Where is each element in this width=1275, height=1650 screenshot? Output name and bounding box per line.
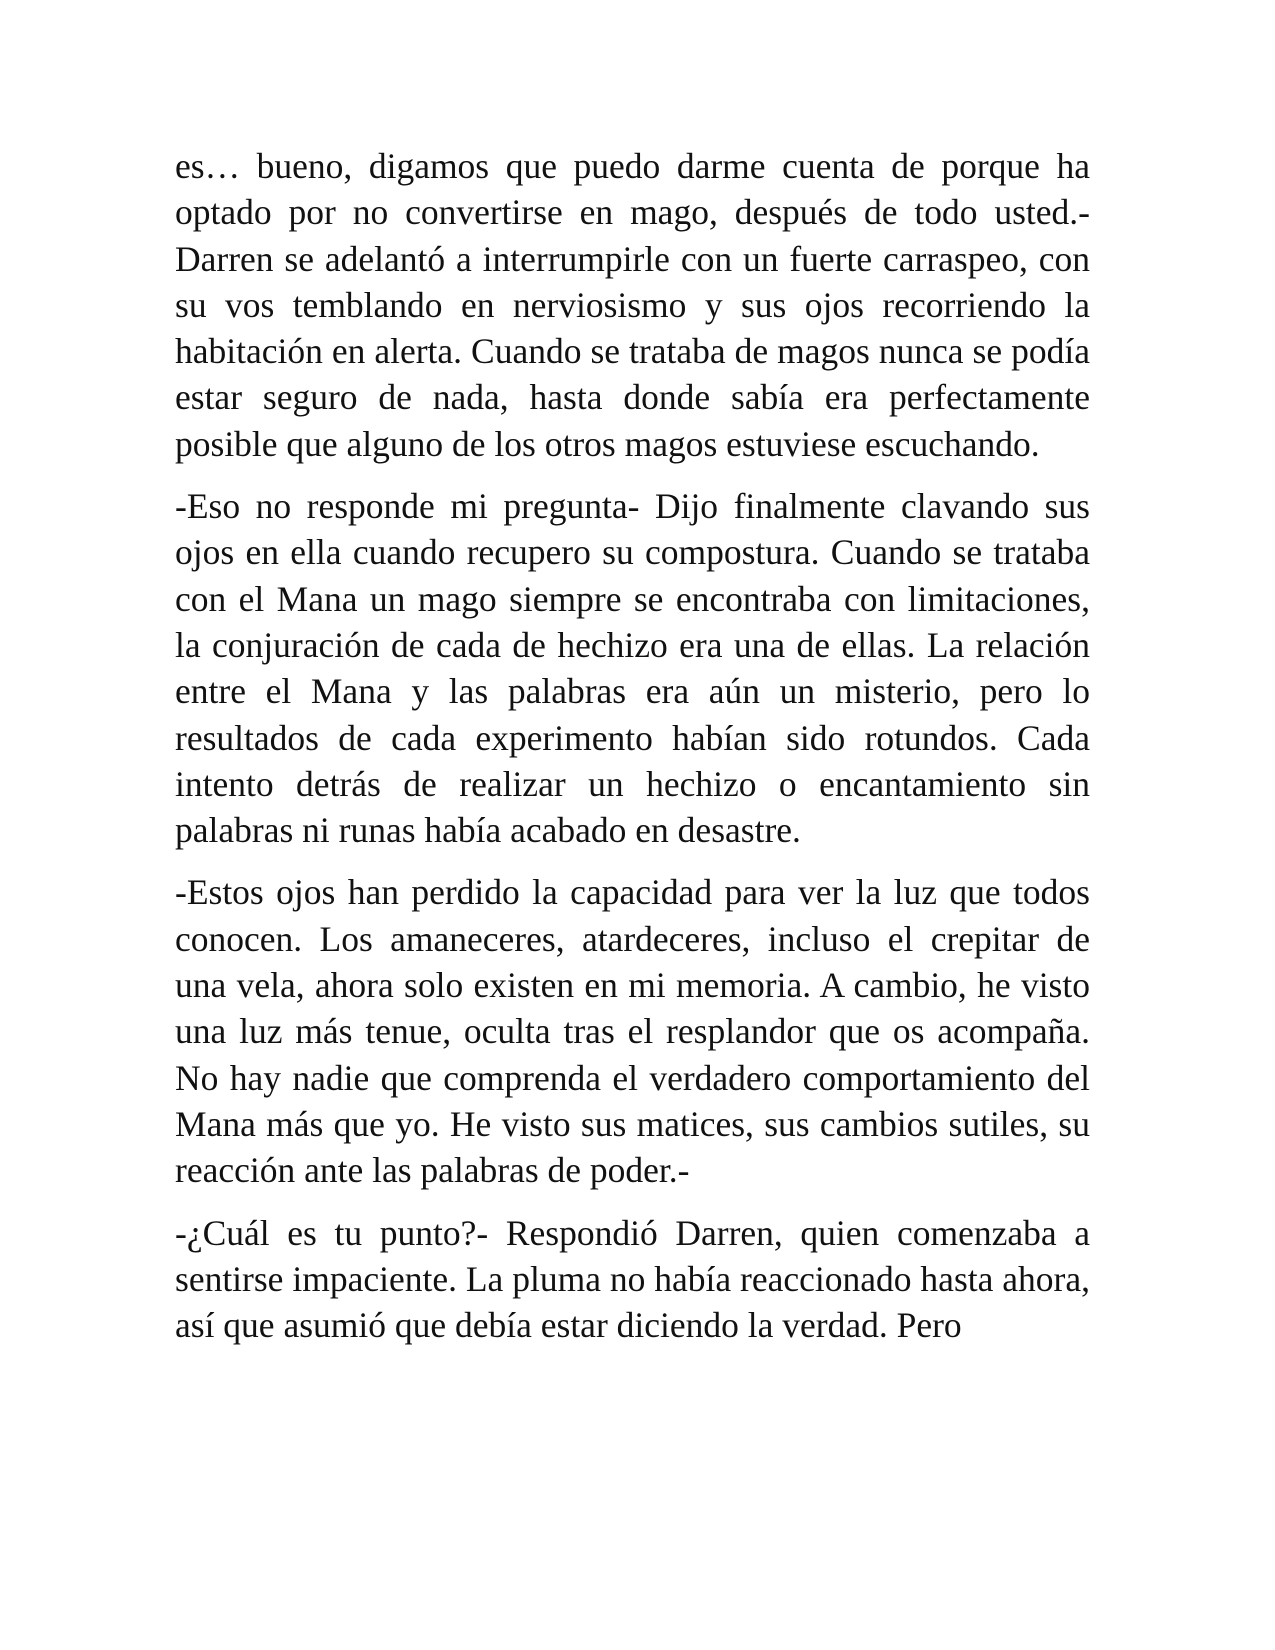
paragraph-4: -¿Cuál es tu punto?- Respondió Darren, quien comenzaba a sentirse impaciente. La pluma no había reaccionado hasta ahora, así que asumió que debía estar diciendo la verdad. Pero: [175, 1212, 1090, 1346]
paragraph-2: -Eso no responde mi pregunta- Dijo finalmente clavando sus ojos en ella cuando recupero su compostura. Cuando se trataba con el Mana un mago siempre se encontraba con limitaciones, la conjuración de cada de hechizo era una de ellas. La relación entre el Mana y las palabras era aún un misterio, pero lo resultados de cada experimento habían sido rotundos. Cada intento detrás de realizar un hechizo o encantamiento sin palabras ni runas había acabado en desastre.: [175, 486, 1090, 851]
paragraph-3: -Estos ojos han perdido la capacidad para ver la luz que todos conocen. Los amaneceres, atardeceres, incluso el crepitar de una vela, ahora solo existen en mi memoria. A cambio, he visto una luz más tenue, oculta tras el resplandor que os acompaña. No hay nadie que comprenda el verdadero comportamiento del Mana más que yo. He visto sus matices, sus cambios sutiles, su reacción ante las palabras de poder.-: [175, 872, 1090, 1191]
body-text: [175, 143, 1090, 1364]
paragraph-1: es… bueno, digamos que puedo darme cuenta de porque ha optado por no convertirse en mago, después de todo usted.- Darren se adelantó a interrumpirle con un fuerte carraspeo, con su vos temblando en nerviosismo y sus ojos recorriendo la habitación en alerta. Cuando se trataba de magos nunca se podía estar seguro de nada, hasta donde sabía era perfectamente posible que alguno de los otros magos estuviese escuchando.: [175, 146, 1090, 464]
